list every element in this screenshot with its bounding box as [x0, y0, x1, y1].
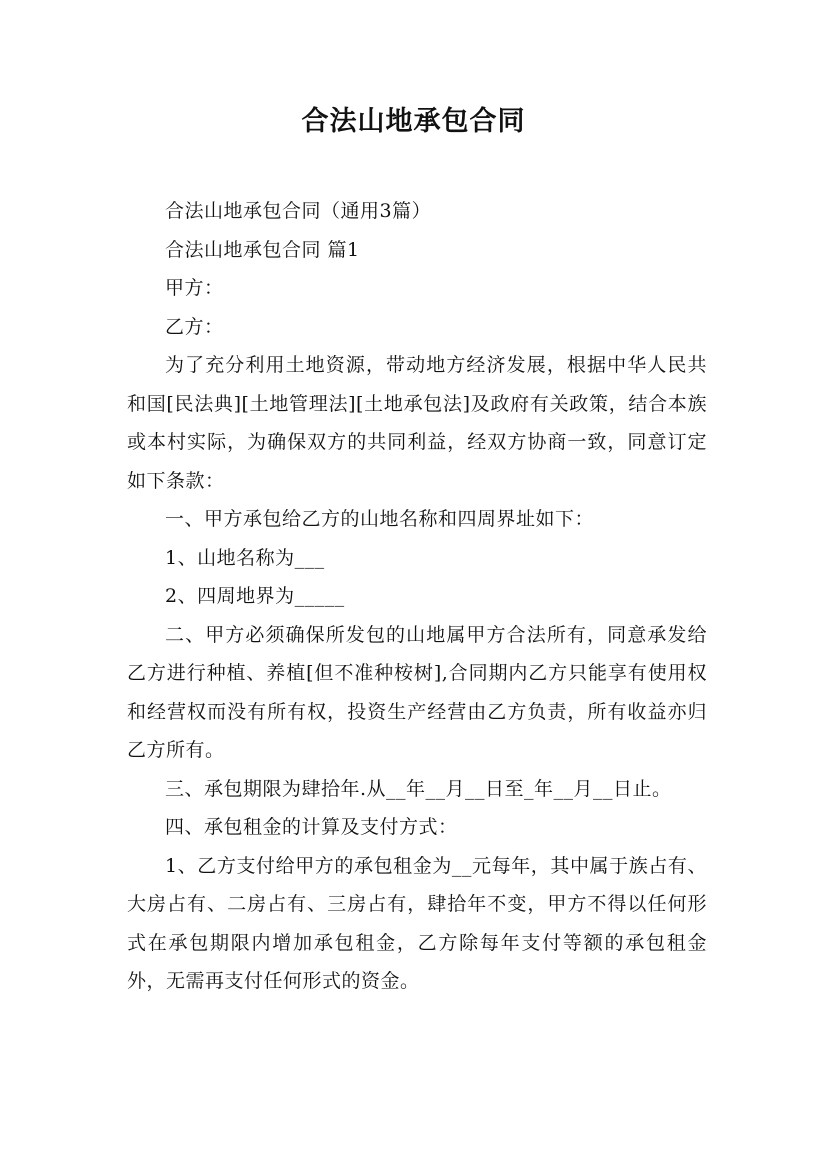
- clause-1-item-1: 1、山地名称为___: [165, 546, 325, 569]
- clause-4-heading: 四、承包租金的计算及支付方式：: [165, 816, 458, 838]
- section-heading: 合法山地承包合同 篇1: [165, 238, 360, 261]
- clause-1-heading: 一、甲方承包给乙方的山地名称和四周界址如下：: [165, 508, 595, 530]
- clause-3-paragraph: 三、承包期限为肆拾年.从__年__月__日至_年__月__日止。: [165, 777, 672, 800]
- document-title: 合法山地承包合同: [301, 106, 526, 137]
- document-body: [127, 192, 707, 1001]
- clause-1-item-2: 2、四周地界为_____: [165, 585, 345, 607]
- clause-2-paragraph: 二、甲方必须确保所发包的山地属甲方合法所有，同意承发给乙方进行种植、养植[但不准种桉树],合同期内乙方只能享有使用权和经营权而没有所有权，投资生产经营由乙方负责，所有收益亦归乙方所有。: [127, 623, 707, 761]
- party-b-line: 乙方：: [165, 315, 224, 338]
- preamble-paragraph: 为了充分利用土地资源，带动地方经济发展，根据中华人民共和国[民法典][土地管理法][土地承包法]及政府有关政策，结合本族或本村实际，为确保双方的共同利益，经双方协商一致，同意订定如下条款：: [127, 354, 707, 492]
- party-a-line: 甲方：: [165, 277, 224, 299]
- clause-4-item-1: 1、乙方支付给甲方的承包租金为__元每年，其中属于族占有、大房占有、二房占有、三房占有，肆拾年不变，甲方不得以任何形式在承包期限内增加承包租金，乙方除每年支付等额的承包租金外，无需再支付任何形式的资金。: [127, 854, 707, 992]
- subtitle-paragraph: 合法山地承包合同（通用3篇）: [165, 200, 432, 222]
